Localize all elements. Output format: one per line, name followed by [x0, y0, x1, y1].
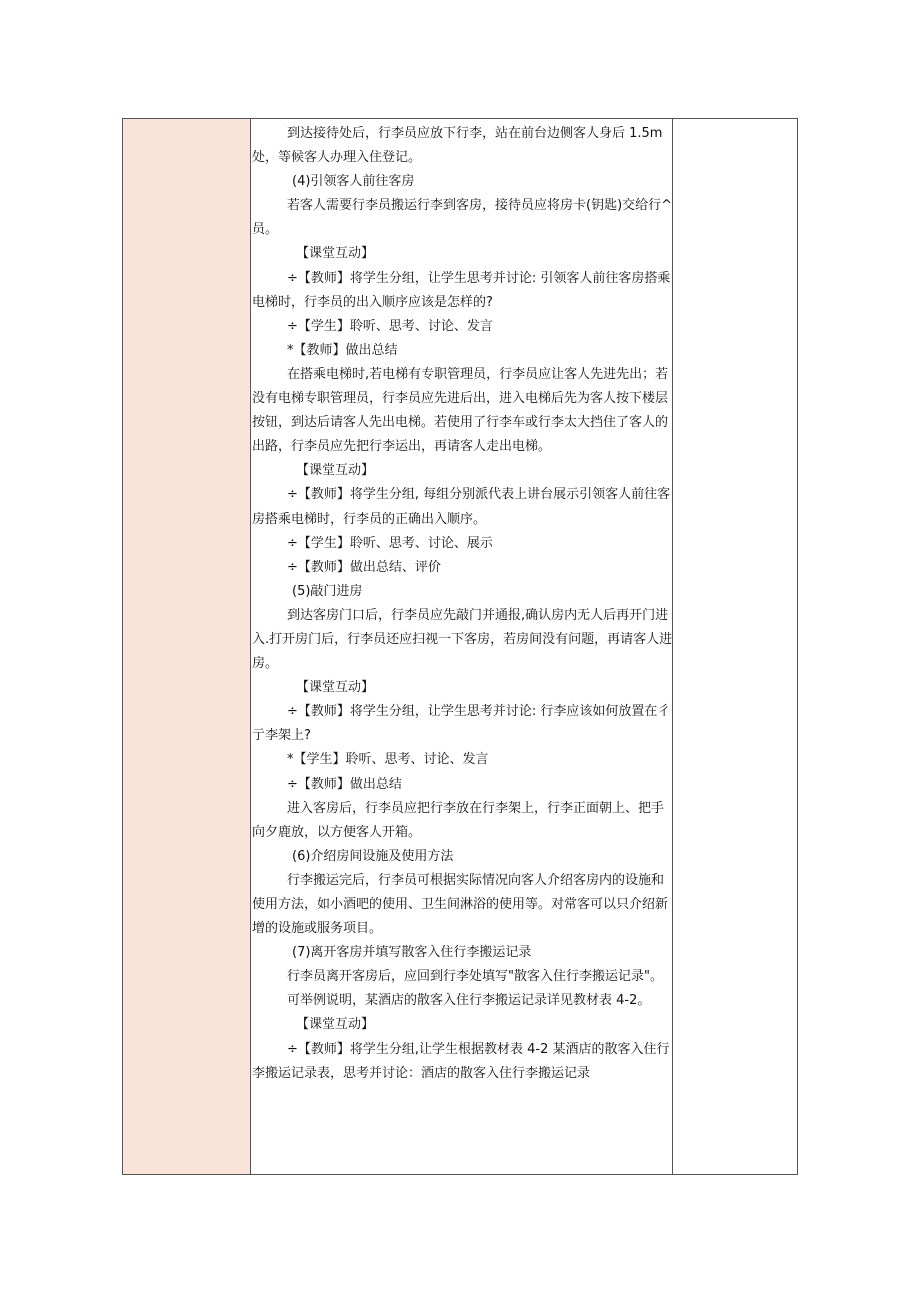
text-line: 增的设施或服务项目。 [252, 921, 383, 937]
text-line: ÷【教师】将学生分组,让学生根据教材表 4-2 某酒店的散客入住行 [287, 1041, 670, 1057]
text-line: 出路，行李员应先把行李运出，再请客人走出电梯。 [252, 439, 552, 455]
text-line: 房搭乘电梯时，行李员的正确出入顺序。 [252, 511, 487, 527]
content-column-cell [251, 119, 673, 1174]
text-line: ÷【教师】将学生分组, 每组分别派代表上讲台展示引领客人前往客 [287, 487, 671, 503]
text-line: 电梯时，行李员的出入顺序应该是怎样的? [252, 294, 493, 310]
left-column-cell [123, 119, 251, 1174]
text-line: 员。 [252, 222, 279, 238]
text-line: 【课堂互动】 [296, 680, 375, 696]
text-line: 【课堂互动】 [296, 246, 375, 262]
text-line: 在搭乘电梯时,若电梯有专职管理员，行李员应让客人先进先出；若 [287, 366, 669, 382]
text-line: (7)离开客房并填写散客入住行李搬运记录 [292, 945, 532, 961]
text-line: 处，等候客人办理入住登记。 [252, 150, 422, 166]
text-line: 到达客房门口后，行李员应先敲门并通报,确认房内无人后再开门进 [287, 607, 669, 623]
text-line: 亍李架上? [252, 728, 311, 744]
text-line: 入.打开房门后，行李员还应扫视一下客房，若房间没有问题，再请客人进 [252, 631, 672, 647]
text-line: 行李员离开客房后，应回到行李处填写"散客入住行李搬运记录"。 [287, 969, 663, 985]
text-line: ÷【教师】做出总结、评价 [287, 559, 441, 575]
text-line: 【课堂互动】 [296, 463, 375, 479]
text-line: 到达接待处后，行李员应放下行李，站在前台边侧客人身后 1.5m [287, 126, 663, 141]
lesson-table [122, 118, 798, 1175]
text-line: 向夕鹿放，以方便客人开箱。 [252, 824, 422, 840]
text-line: 按钮，到达后请客人先出电梯。若使用了行李车或行李太大挡住了客人的 [252, 415, 669, 431]
text-line: 没有电梯专职管理员，行李员应先进后出，进入电梯后先为客人按下楼层 [252, 391, 669, 407]
text-line: 【课堂互动】 [296, 1017, 375, 1033]
text-line: (4)引领客人前往客房 [292, 174, 415, 190]
text-line: (6)介绍房间设施及使用方法 [292, 848, 454, 864]
text-line: ÷【教师】将学生分组，让学生思考并讨论: 引领客人前往客房搭乘 [287, 270, 671, 286]
text-line: 若客人需要行李员搬运行李到客房，接待员应将房卡(钥匙)交给行^ [287, 198, 672, 214]
text-line: 行李搬运完后，行李员可根据实际情况向客人介绍客房内的设施和 [287, 872, 665, 888]
text-line: 李搬运记录表，思考并讨论：酒店的散客入住行李搬运记录 [252, 1065, 591, 1081]
text-line: (5)敲门进房 [292, 583, 363, 599]
text-line: ÷【学生】聆听、思考、讨论、发言 [287, 318, 493, 334]
text-line: ÷【教师】将学生分组，让学生思考并讨论: 行李应该如何放置在彳 [287, 704, 671, 720]
right-column-cell [673, 119, 797, 1174]
text-line: *【教师】做出总结 [287, 342, 398, 358]
text-line: 房。 [252, 656, 279, 672]
text-line: *【学生】聆听、思考、讨论、发言 [287, 752, 489, 768]
text-line: 使用方法，如小酒吧的使用、卫生间淋浴的使用等。对常客可以只介绍新 [252, 897, 669, 912]
text-line: ÷【学生】聆听、思考、讨论、展示 [287, 535, 493, 551]
text-line: 可举例说明，某酒店的散客入住行李搬运记录详见教材表 4-2。 [287, 993, 651, 1009]
text-line: ÷【教师】做出总结 [287, 776, 402, 792]
text-line: 进入客房后，行李员应把行李放在行李架上，行李正面朝上、把手 [287, 800, 665, 816]
